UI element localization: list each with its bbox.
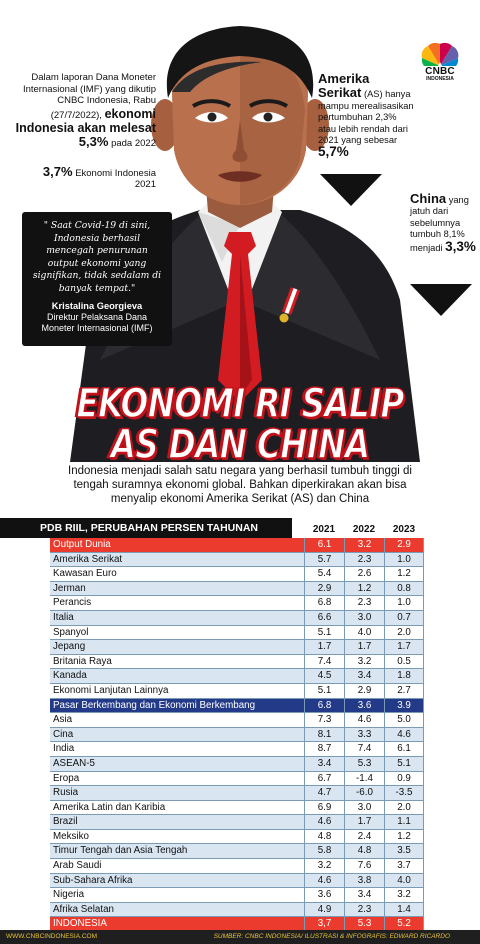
row-value-2021: 4.6 xyxy=(304,874,344,889)
row-label: Perancis xyxy=(50,596,304,611)
row-value-2022: 1.2 xyxy=(344,582,384,597)
row-label: Ekonomi Lanjutan Lainnya xyxy=(50,684,304,699)
cnbc-wordmark: CNBC xyxy=(425,66,455,77)
footer-website: WWW.CNBCINDONESIA.COM xyxy=(6,933,97,940)
row-value-2021: 4.9 xyxy=(304,903,344,918)
row-value-2023: 1.4 xyxy=(384,903,424,918)
row-value-2023: 6.1 xyxy=(384,742,424,757)
row-label: Eropa xyxy=(50,772,304,787)
quote-author-role: Direktur Pelaksana Dana Moneter Internasional (IMF) xyxy=(41,312,153,333)
china-country: China xyxy=(410,191,447,206)
table-row xyxy=(0,859,480,874)
table-row xyxy=(0,699,480,714)
table-row xyxy=(0,684,480,699)
row-value-2021: 1.7 xyxy=(304,640,344,655)
intro-pre: Dalam laporan Dana Moneter Internasional (IMF) yang dikutip CNBC Indonesia, Rabu (27/7/2022), xyxy=(22,72,156,121)
row-value-2022: 3.4 xyxy=(344,888,384,903)
row-label: Kanada xyxy=(50,669,304,684)
row-value-2023: 3.2 xyxy=(384,888,424,903)
table-row xyxy=(0,772,480,787)
table-row xyxy=(0,844,480,859)
row-label: Timur Tengah dan Asia Tengah xyxy=(50,844,304,859)
row-label: Italia xyxy=(50,611,304,626)
row-value-2023: 0.5 xyxy=(384,655,424,670)
row-value-2021: 7.3 xyxy=(304,713,344,728)
row-value-2022: 2.4 xyxy=(344,830,384,845)
row-value-2021: 3.6 xyxy=(304,888,344,903)
row-value-2021: 6.9 xyxy=(304,801,344,816)
row-value-2021: 6.1 xyxy=(304,538,344,553)
quote-author: Kristalina Georgieva xyxy=(51,301,143,311)
row-value-2022: 3.6 xyxy=(344,699,384,714)
row-value-2022: 7.6 xyxy=(344,859,384,874)
row-value-2023: 1.1 xyxy=(384,815,424,830)
table-row xyxy=(0,582,480,597)
row-value-2022: 7.4 xyxy=(344,742,384,757)
row-value-2023: 5.0 xyxy=(384,713,424,728)
row-value-2023: 3.5 xyxy=(384,844,424,859)
row-label: Kawasan Euro xyxy=(50,567,304,582)
row-value-2021: 6.7 xyxy=(304,772,344,787)
row-value-2022: 2.9 xyxy=(344,684,384,699)
row-label: Amerika Latin dan Karibia xyxy=(50,801,304,816)
intro-bold: ekonomi Indonesia akan melesat xyxy=(15,106,156,136)
row-label: INDONESIA xyxy=(50,917,304,932)
row-value-2023: 4.0 xyxy=(384,874,424,889)
row-label: Meksiko xyxy=(50,830,304,845)
row-value-2022: 1.7 xyxy=(344,640,384,655)
row-value-2021: 5.4 xyxy=(304,567,344,582)
indonesia-2021-value: 3,7% xyxy=(42,164,73,179)
intro-value: 5,3% xyxy=(78,133,109,149)
headline-line-1: EKONOMI RI SALIP xyxy=(76,381,404,427)
intro-text xyxy=(6,72,156,150)
gdp-table xyxy=(0,518,480,932)
row-value-2023: 3.9 xyxy=(384,699,424,714)
row-value-2022: 4.0 xyxy=(344,626,384,641)
table-row xyxy=(0,757,480,772)
row-value-2022: 3.3 xyxy=(344,728,384,743)
row-value-2022: 5.3 xyxy=(344,917,384,932)
row-value-2023: 1.2 xyxy=(384,567,424,582)
table-title: PDB RIIL, PERUBAHAN PERSEN TAHUNAN xyxy=(0,518,292,538)
row-label: Spanyol xyxy=(50,626,304,641)
row-value-2021: 5.8 xyxy=(304,844,344,859)
headline xyxy=(0,381,480,462)
table-row xyxy=(0,801,480,816)
footer xyxy=(0,930,480,944)
row-value-2021: 5.1 xyxy=(304,626,344,641)
row-value-2023: 2.0 xyxy=(384,801,424,816)
row-value-2022: -1.4 xyxy=(344,772,384,787)
row-value-2023: 0.8 xyxy=(384,582,424,597)
row-value-2022: 2.3 xyxy=(344,903,384,918)
row-value-2021: 5.1 xyxy=(304,684,344,699)
row-value-2023: -3.5 xyxy=(384,786,424,801)
row-value-2023: 4.6 xyxy=(384,728,424,743)
table-row xyxy=(0,655,480,670)
row-label: Pasar Berkembang dan Ekonomi Berkembang xyxy=(50,699,304,714)
row-value-2023: 1.0 xyxy=(384,596,424,611)
table-row xyxy=(0,830,480,845)
table-row xyxy=(0,538,480,553)
row-value-2021: 2.9 xyxy=(304,582,344,597)
table-header xyxy=(0,518,480,538)
table-row xyxy=(0,640,480,655)
row-label: Afrika Selatan xyxy=(50,903,304,918)
row-label: Brazil xyxy=(50,815,304,830)
row-value-2021: 4.5 xyxy=(304,669,344,684)
row-value-2021: 5.7 xyxy=(304,553,344,568)
row-value-2022: 2.6 xyxy=(344,567,384,582)
footer-source: SUMBER: CNBC INDONESIA/ ILUSTRASI & INFOGRAFIS: EDWARD RICARDO xyxy=(213,933,450,940)
row-value-2021: 4.7 xyxy=(304,786,344,801)
row-value-2022: 3.4 xyxy=(344,669,384,684)
table-row xyxy=(0,553,480,568)
row-value-2022: 4.6 xyxy=(344,713,384,728)
table-row xyxy=(0,611,480,626)
row-value-2023: 5.1 xyxy=(384,757,424,772)
row-value-2021: 6.8 xyxy=(304,699,344,714)
quote-box xyxy=(22,212,172,346)
row-value-2023: 2.0 xyxy=(384,626,424,641)
table-row xyxy=(0,815,480,830)
row-value-2023: 0.9 xyxy=(384,772,424,787)
row-label: Nigeria xyxy=(50,888,304,903)
row-value-2021: 3.2 xyxy=(304,859,344,874)
cnbc-sub-wordmark: INDONESIA xyxy=(426,76,454,82)
row-value-2023: 3.7 xyxy=(384,859,424,874)
row-value-2023: 2.7 xyxy=(384,684,424,699)
table-row xyxy=(0,626,480,641)
row-label: India xyxy=(50,742,304,757)
row-value-2022: 2.3 xyxy=(344,553,384,568)
row-value-2021: 4.6 xyxy=(304,815,344,830)
row-value-2023: 1.0 xyxy=(384,553,424,568)
headline-line-2: AS DAN CHINA xyxy=(110,422,370,462)
table-row xyxy=(0,567,480,582)
us-value: 5,7% xyxy=(318,144,349,160)
indonesia-2021-label: Ekonomi Indonesia 2021 xyxy=(75,168,156,190)
us-abbr: (AS) xyxy=(363,89,383,100)
row-label: Cina xyxy=(50,728,304,743)
row-value-2022: 5.3 xyxy=(344,757,384,772)
indonesia-2021-stat xyxy=(40,166,156,190)
table-row xyxy=(0,728,480,743)
china-callout xyxy=(410,192,476,254)
quote-text: " Saat Covid-19 di sini, Indonesia berhasil mencegah penurunan output ekonomi yang signifikan, tidak sedalam di banyak tempat." xyxy=(32,220,162,294)
table-row xyxy=(0,742,480,757)
row-value-2023: 0.7 xyxy=(384,611,424,626)
row-label: Britania Raya xyxy=(50,655,304,670)
row-value-2022: 4.8 xyxy=(344,844,384,859)
row-value-2022: 3.0 xyxy=(344,611,384,626)
row-value-2023: 5.2 xyxy=(384,917,424,932)
row-value-2021: 3.4 xyxy=(304,757,344,772)
row-label: Output Dunia xyxy=(50,538,304,553)
hero-illustration xyxy=(0,0,480,462)
row-value-2022: 1.7 xyxy=(344,815,384,830)
row-label: Sub-Sahara Afrika xyxy=(50,874,304,889)
table-row xyxy=(0,903,480,918)
table-row xyxy=(0,786,480,801)
row-label: Amerika Serikat xyxy=(50,553,304,568)
row-value-2022: 3.2 xyxy=(344,538,384,553)
row-value-2021: 4.8 xyxy=(304,830,344,845)
table-row xyxy=(0,713,480,728)
row-value-2022: 2.3 xyxy=(344,596,384,611)
down-arrow-icon xyxy=(410,284,472,316)
china-value: 3,3% xyxy=(445,238,476,254)
row-value-2021: 7.4 xyxy=(304,655,344,670)
us-callout xyxy=(318,72,416,160)
table-row xyxy=(0,596,480,611)
table-row xyxy=(0,669,480,684)
row-value-2021: 8.7 xyxy=(304,742,344,757)
table-body xyxy=(0,538,480,932)
us-text: hanya mampu merealisasikan pertumbuhan 2,3% atau lebih rendah dari 2021 yang sebesar xyxy=(318,89,414,146)
row-value-2021: 8.1 xyxy=(304,728,344,743)
year-header: 2022 xyxy=(352,524,376,535)
table-row xyxy=(0,888,480,903)
row-label: ASEAN-5 xyxy=(50,757,304,772)
row-value-2022: 3.2 xyxy=(344,655,384,670)
subtitle: Indonesia menjadi salah satu negara yang berhasil tumbuh tinggi di tengah suramnya ekonomi global. Bahkan diperkirakan akan bisa menyalip ekonomi Amerika Serikat (AS) dan China xyxy=(68,465,412,505)
us-country: Amerika Serikat xyxy=(318,71,370,101)
row-value-2021: 6.8 xyxy=(304,596,344,611)
row-value-2023: 1.8 xyxy=(384,669,424,684)
row-value-2023: 1.2 xyxy=(384,830,424,845)
row-value-2022: -6.0 xyxy=(344,786,384,801)
row-label: Asia xyxy=(50,713,304,728)
row-label: Jerman xyxy=(50,582,304,597)
row-label: Arab Saudi xyxy=(50,859,304,874)
row-value-2021: 6.6 xyxy=(304,611,344,626)
down-arrow-icon xyxy=(320,174,382,206)
intro-post: pada 2022 xyxy=(111,137,156,149)
row-label: Jepang xyxy=(50,640,304,655)
row-value-2023: 1.7 xyxy=(384,640,424,655)
row-value-2021: 3,7 xyxy=(304,917,344,932)
row-label: Rusia xyxy=(50,786,304,801)
row-value-2022: 3.0 xyxy=(344,801,384,816)
row-value-2022: 3.8 xyxy=(344,874,384,889)
year-header: 2023 xyxy=(392,524,416,535)
row-value-2023: 2.9 xyxy=(384,538,424,553)
year-header: 2021 xyxy=(312,524,336,535)
table-row xyxy=(0,874,480,889)
china-text: yang jatuh dari sebelumnya tumbuh 8,1% menjadi xyxy=(410,195,469,253)
